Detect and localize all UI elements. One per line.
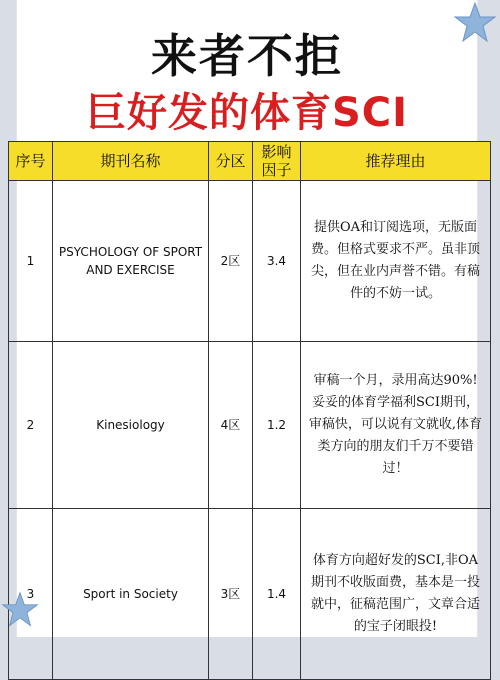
cell-journal: PSYCHOLOGY OF SPORT AND EXERCISE [53, 181, 209, 342]
cell-journal: Kinesiology [53, 342, 209, 509]
table-header-row [9, 142, 491, 181]
table-row [9, 342, 491, 509]
cell-index: 1 [9, 181, 53, 342]
cell-zone: 4区 [209, 342, 253, 509]
journal-table [8, 141, 491, 680]
cell-zone: 3区 [209, 509, 253, 680]
cell-impact: 3.4 [253, 181, 301, 342]
col-header-impact: 影响 因子 [253, 142, 301, 181]
star-decoration-icon [0, 590, 40, 630]
cell-impact: 1.4 [253, 509, 301, 680]
cell-zone: 2区 [209, 181, 253, 342]
cell-impact: 1.2 [253, 342, 301, 509]
cell-index: 2 [9, 342, 53, 509]
col-header-journal: 期刊名称 [53, 142, 209, 181]
table-row [9, 509, 491, 680]
cell-reason: 体育方向超好发的SCI,非OA期刊不收版面费，基本是一投就中，征稿范围广，文章合适的宝子闭眼投! [301, 509, 491, 680]
page-subtitle: 巨好发的体育SCI [85, 90, 409, 136]
col-header-index: 序号 [9, 142, 53, 181]
col-header-reason: 推荐理由 [301, 142, 491, 181]
page-title: 来者不拒 [151, 29, 343, 83]
table-row [9, 181, 491, 342]
cell-reason: 审稿一个月，录用高达90%!妥妥的体育学福利SCI期刊，审稿快，可以说有文就收,体育类方向的朋友们千万不要错过！ [301, 342, 491, 509]
cell-reason: 提供OA和订阅选项，无版面费。但格式要求不严。虽非顶尖，但在业内声誉不错。有稿件的不妨一试。 [301, 181, 491, 342]
cell-journal: Sport in Society [53, 509, 209, 680]
col-header-zone: 分区 [209, 142, 253, 181]
cell-index: 3 [9, 509, 53, 680]
star-decoration-icon [452, 0, 498, 46]
